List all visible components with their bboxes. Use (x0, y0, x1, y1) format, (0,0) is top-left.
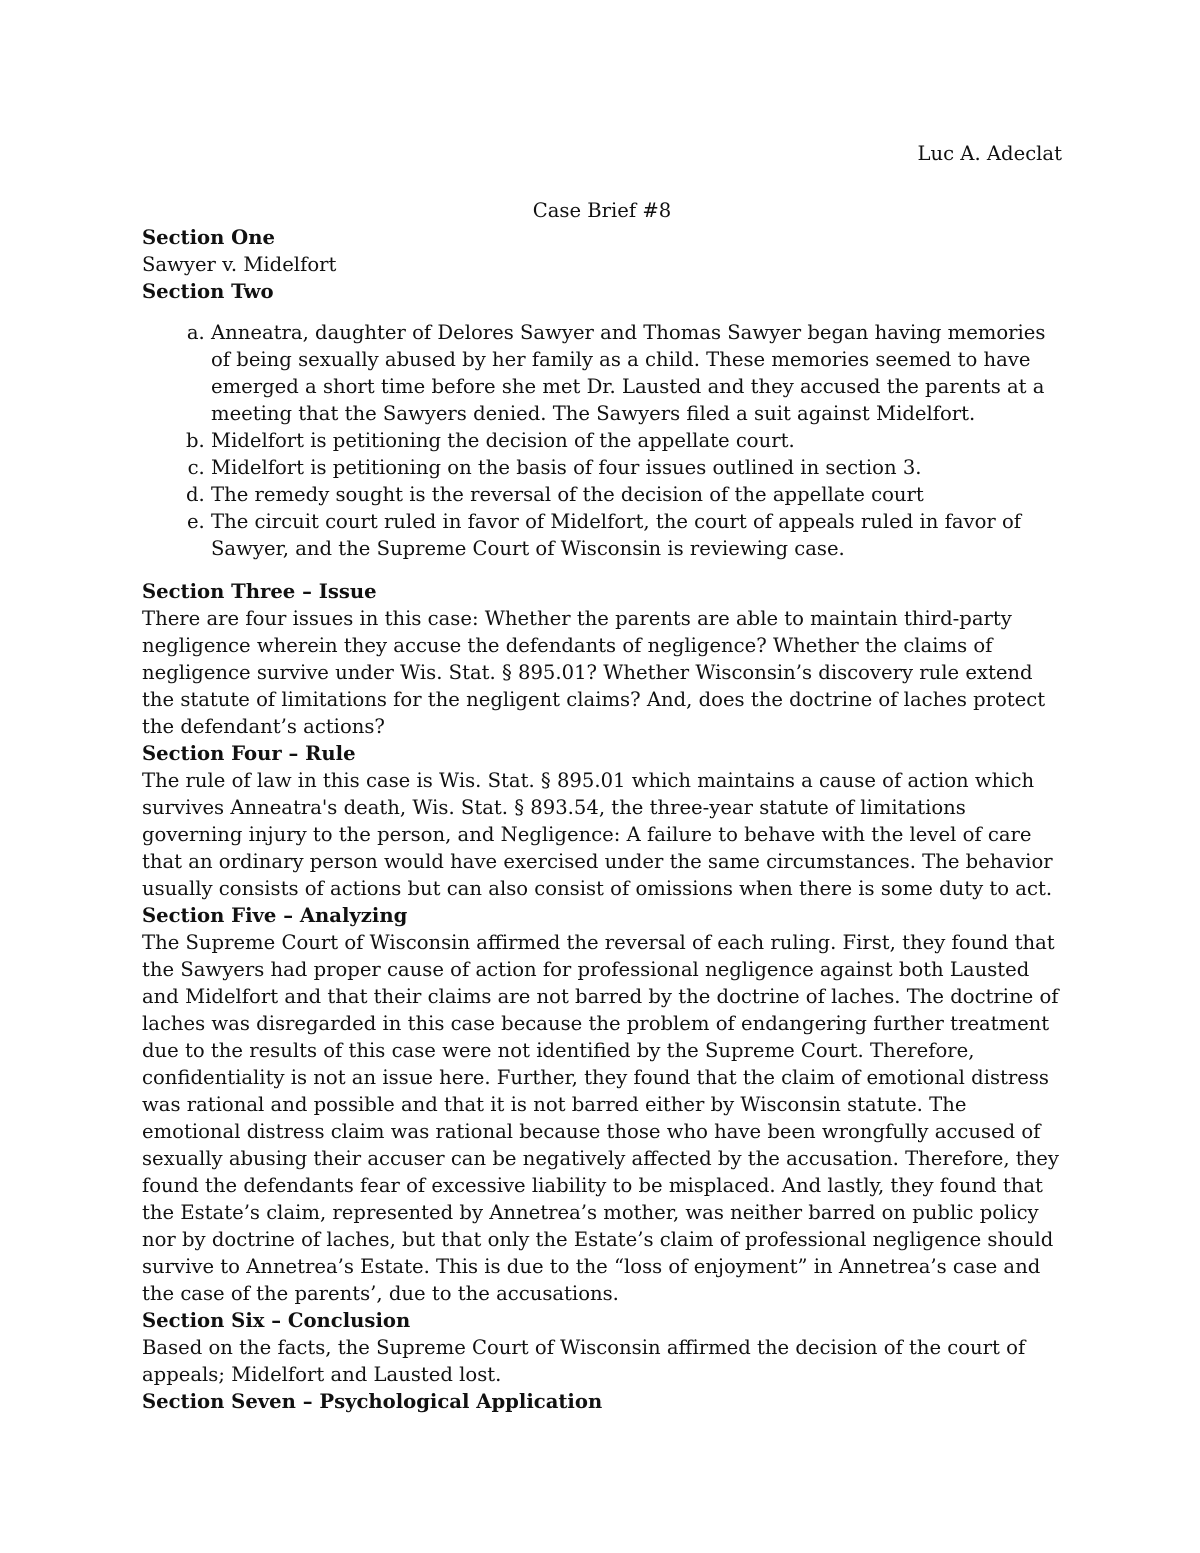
document-title: Case Brief #8 (532, 199, 672, 222)
section-four-text: The rule of law in this case is Wis. Stat. § 895.01 which maintains a cause of action which survives Anneatra's death, Wis. Stat. § 893.54, the three-year statute of limitations governing injury to the person, and Negligence: A failure to behave with the level of care that an ordinary person would have exercised under the same circumstances. The behavior usually consists of actions but can also consist of omissions when there is some duty to act. (142, 769, 1053, 900)
case-name: Sawyer v. Midelfort (142, 253, 337, 276)
section-one-heading: Section One (142, 226, 275, 249)
section-three-heading: Section Three – Issue (142, 580, 377, 603)
section-five-heading: Section Five – Analyzing (142, 904, 408, 927)
list-item: b. Midelfort is petitioning the decision of the appellate court. (211, 427, 1062, 454)
list-item: d. The remedy sought is the reversal of the decision of the appellate court (211, 481, 1062, 508)
section-three-text: There are four issues in this case: Whether the parents are able to maintain third-party negligence wherein they accuse the defendants of negligence? Whether the claims of negligence survive under Wis. Stat. § 895.01? Whether Wisconsin’s discovery rule extend the statute of limitations for the negligent claims? And, does the doctrine of laches protect the defendant’s actions? (142, 607, 1046, 738)
section-two-heading: Section Two (142, 280, 274, 303)
section-five-text: The Supreme Court of Wisconsin affirmed the reversal of each ruling. First, they found that the Sawyers had proper cause of action for professional negligence against both Lausted and Midelfort and that their claims are not barred by the doctrine of laches. The doctrine of laches was disregarded in this case because the problem of endangering further treatment due to the results of this case were not identified by the Supreme Court. Therefore, confidentiality is not an issue here. Further, they found that the claim of emotional distress was rational and possible and that it is not barred either by Wisconsin statute. The emotional distress claim was rational because those who have been wrongfully accused of sexually abusing their accuser can be negatively affected by the accusation. Therefore, they found the defendants fear of excessive liability to be misplaced. And lastly, they found that the Estate’s claim, represented by Annetrea’s mother, was neither barred on public policy nor by doctrine of laches, but that only the Estate’s claim of professional negligence should survive to Annetrea’s Estate. This is due to the “loss of enjoyment” in Annetrea’s case and the case of the parents’, due to the accusations. (142, 931, 1059, 1305)
section-six-text: Based on the facts, the Supreme Court of Wisconsin affirmed the decision of the court of appeals; Midelfort and Lausted lost. (142, 1336, 1026, 1386)
list-item: a. Anneatra, daughter of Delores Sawyer and Thomas Sawyer began having memories of being sexually abused by her family as a child. These memories seemed to have emerged a short time before she met Dr. Lausted and they accused the parents at a meeting that the Sawyers denied. The Sawyers filed a suit against Midelfort. (211, 319, 1062, 427)
section-two-list (142, 319, 1062, 562)
section-seven-heading: Section Seven – Psychological Application (142, 1390, 603, 1413)
list-item: c. Midelfort is petitioning on the basis of four issues outlined in section 3. (211, 454, 1062, 481)
section-four-heading: Section Four – Rule (142, 742, 356, 765)
author-name: Luc A. Adeclat (917, 142, 1062, 165)
section-six-heading: Section Six – Conclusion (142, 1309, 411, 1332)
list-item: e. The circuit court ruled in favor of Midelfort, the court of appeals ruled in favor of Sawyer, and the Supreme Court of Wisconsin is reviewing case. (211, 508, 1062, 562)
document-page (142, 140, 1062, 1415)
